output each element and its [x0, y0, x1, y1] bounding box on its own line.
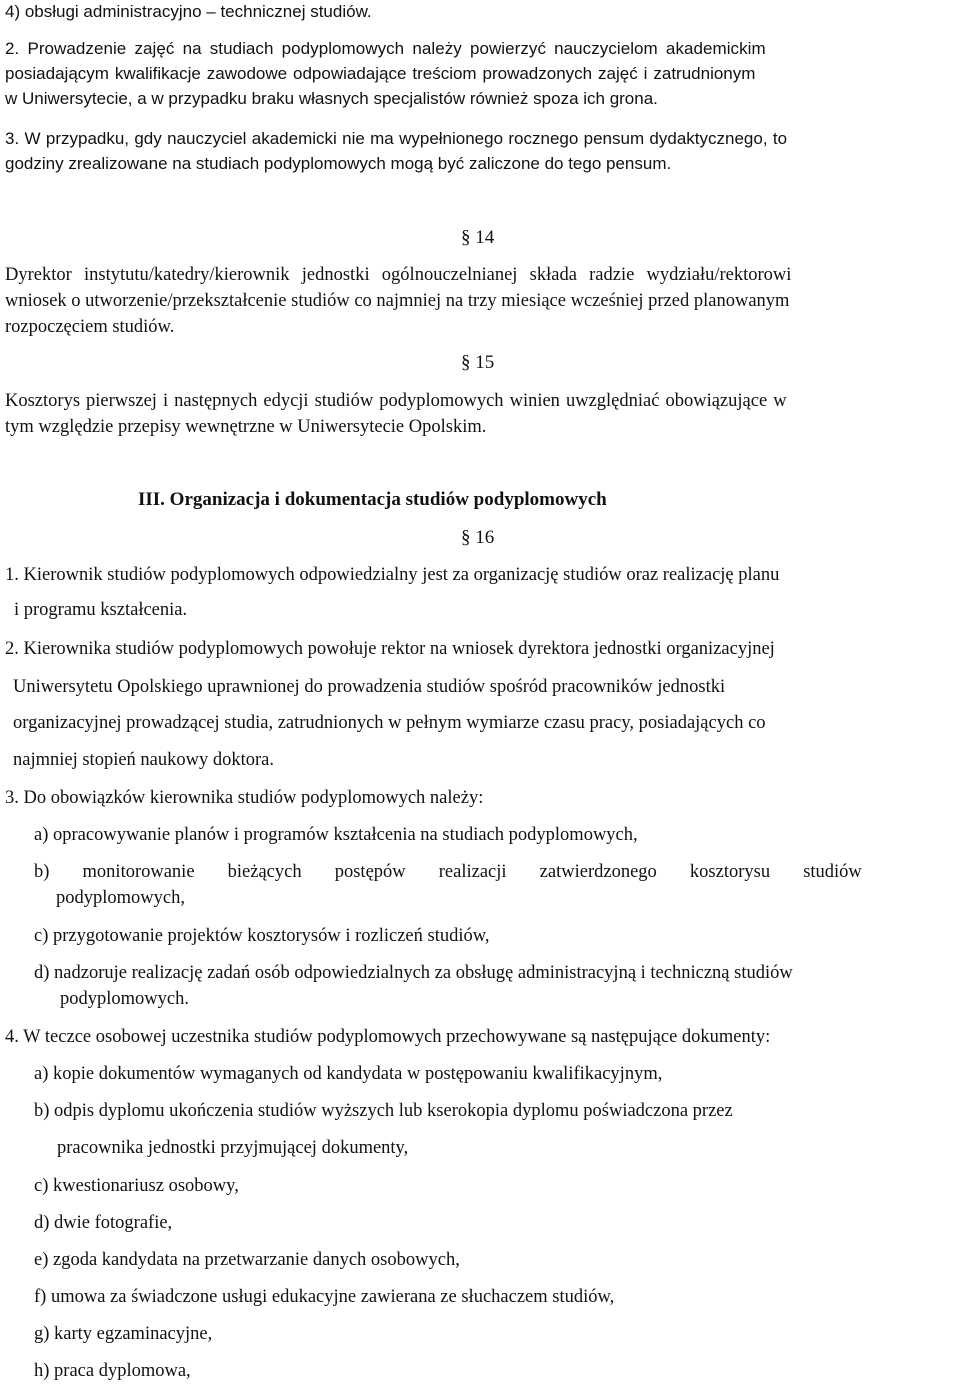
point-4-b-line-1: b) odpis dyplomu ukończenia studiów wyższych lub kserokopia dyplomu poświadczona przez [34, 1101, 733, 1121]
point-3-b-line-1: b) monitorowanie bieżących postępów realizacji zatwierdzonego kosztorysu studiów [34, 862, 862, 882]
section-15-line-2: tym względzie przepisy wewnętrzne w Uniwersytecie Opolskim. [5, 417, 487, 437]
item-2-line-3: w Uniwersytecie, a w przypadku braku własnych specjalistów również spoza ich grona. [5, 89, 658, 108]
section-16-sign: § 16 [461, 527, 495, 548]
point-2-line-4: najmniej stopień naukowy doktora. [13, 750, 275, 770]
point-4-h: h) praca dyplomowa, [34, 1361, 191, 1381]
section-15-sign: § 15 [461, 352, 495, 373]
point-4-f: f) umowa za świadczone usługi edukacyjne zawierana ze słuchaczem studiów, [34, 1287, 615, 1307]
point-4-intro: 4. W teczce osobowej uczestnika studiów podyplomowych przechowywane są następujące dokumenty: [5, 1027, 771, 1047]
section-14-line-3: rozpoczęciem studiów. [5, 317, 175, 337]
point-3-a: a) opracowywanie planów i programów kształcenia na studiach podyplomowych, [34, 825, 638, 845]
point-4-d: d) dwie fotografie, [34, 1213, 173, 1233]
point-2-line-2: Uniwersytetu Opolskiego uprawnionej do prowadzenia studiów spośród pracowników jednostki [13, 677, 726, 697]
point-4-a: a) kopie dokumentów wymaganych od kandydata w postępowaniu kwalifikacyjnym, [34, 1064, 663, 1084]
point-3-d-line-2: podyplomowych. [60, 989, 189, 1009]
point-4-b-line-2: pracownika jednostki przyjmującej dokumenty, [57, 1138, 409, 1158]
point-2-line-3: organizacyjnej prowadzącej studia, zatrudnionych w pełnym wymiarze czasu pracy, posiadających co [13, 713, 766, 733]
chapter-heading: III. Organizacja i dokumentacja studiów podyplomowych [138, 489, 607, 510]
point-3-intro: 3. Do obowiązków kierownika studiów podyplomowych należy: [5, 788, 484, 808]
point-2-line-1: 2. Kierownika studiów podyplomowych powołuje rektor na wniosek dyrektora jednostki organizacyjnej [5, 639, 775, 659]
item-3-line-1: 3. W przypadku, gdy nauczyciel akademicki nie ma wypełnionego rocznego pensum dydaktycznego, to [5, 129, 788, 148]
point-3-b-line-2: podyplomowych, [56, 888, 185, 908]
point-3-d-line-1: d) nadzoruje realizację zadań osób odpowiedzialnych za obsługę administracyjną i techniczną studiów [34, 963, 793, 983]
item-2-line-2: posiadającym kwalifikacje zawodowe odpowiadające treściom prowadzonych zajęć i zatrudnionym [5, 64, 756, 83]
section-14-line-1: Dyrektor instytutu/katedry/kierownik jednostki ogólnouczelnianej składa radzie wydziału/rektorowi [5, 265, 792, 285]
point-1-line-1: 1. Kierownik studiów podyplomowych odpowiedzialny jest za organizację studiów oraz realizację planu [5, 565, 780, 585]
section-14-sign: § 14 [461, 227, 495, 248]
item-3-line-2: godziny zrealizowane na studiach podyplomowych mogą być zaliczone do tego pensum. [5, 154, 672, 173]
section-14-line-2: wniosek o utworzenie/przekształcenie studiów co najmniej na trzy miesiące wcześniej przed planowanym [5, 291, 790, 311]
point-3-c: c) przygotowanie projektów kosztorysów i rozliczeń studiów, [34, 926, 490, 946]
point-4-g: g) karty egzaminacyjne, [34, 1324, 213, 1344]
item-4-text: 4) obsługi administracyjno – technicznej studiów. [5, 2, 372, 21]
point-4-c: c) kwestionariusz osobowy, [34, 1176, 239, 1196]
section-15-line-1: Kosztorys pierwszej i następnych edycji studiów podyplomowych winien uwzględniać obowiązujące w [5, 391, 787, 411]
point-1-line-2: i programu kształcenia. [14, 600, 188, 620]
item-2-word: 2. Prowadzenie zajęć na studiach podyplomowych należy powierzyć nauczycielom akademickim [5, 39, 766, 58]
item-2-line-1 [5, 39, 956, 59]
point-4-e: e) zgoda kandydata na przetwarzanie danych osobowych, [34, 1250, 460, 1270]
